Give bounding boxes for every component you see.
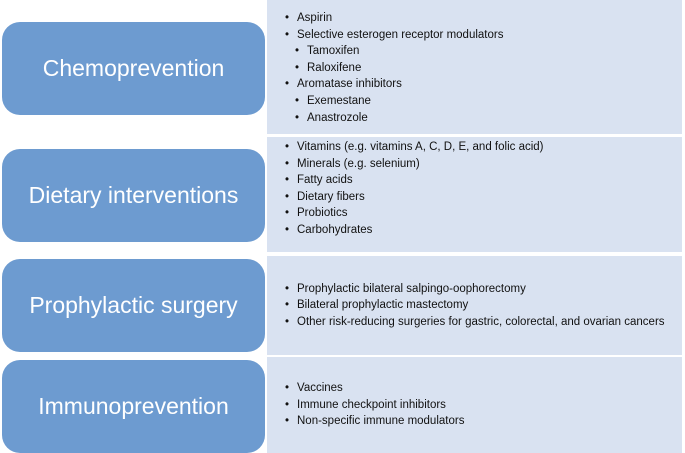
list-item: • Non-specific immune modulators <box>285 413 682 430</box>
list-subitem: • Exemestane <box>295 93 682 110</box>
category-label-text: Chemoprevention <box>42 55 225 81</box>
list-item: • Fatty acids <box>285 172 682 189</box>
list-subitem: • Raloxifene <box>295 60 682 77</box>
list-item: • Dietary fibers <box>285 189 682 206</box>
category-label-text: Immunoprevention <box>38 393 229 419</box>
category-list-chemoprevention <box>267 0 682 134</box>
list-item: • Immune checkpoint inhibitors <box>285 397 682 414</box>
list-subitem: • Anastrozole <box>295 110 682 127</box>
list-subitem: • Tamoxifen <box>295 43 682 60</box>
list-item: • Other risk-reducing surgeries for gastric, colorectal, and ovarian cancers <box>285 314 682 331</box>
category-label-text: Dietary interventions <box>28 182 239 208</box>
category-label-immunoprevention <box>2 360 265 453</box>
list-item: • Vaccines <box>285 380 682 397</box>
category-list-immunoprevention <box>267 357 682 453</box>
list-item: • Probiotics <box>285 205 682 222</box>
category-list-dietary-interventions <box>267 137 682 252</box>
list-item: • Bilateral prophylactic mastectomy <box>285 297 682 314</box>
category-label-text: Prophylactic surgery <box>29 292 238 318</box>
category-label-prophylactic-surgery <box>2 259 265 352</box>
category-label-chemoprevention <box>2 22 265 115</box>
list-item: • Carbohydrates <box>285 222 682 239</box>
list-item: • Aromatase inhibitors <box>285 76 682 93</box>
list-item: • Prophylactic bilateral salpingo-oophorectomy <box>285 281 682 298</box>
category-label-dietary-interventions <box>2 149 265 242</box>
list-item: • Aspirin <box>285 10 682 27</box>
list-item: • Selective esterogen receptor modulators <box>285 27 682 44</box>
list-item: • Minerals (e.g. selenium) <box>285 156 682 173</box>
list-item: • Vitamins (e.g. vitamins A, C, D, E, and folic acid) <box>285 139 682 156</box>
category-list-prophylactic-surgery <box>267 256 682 355</box>
